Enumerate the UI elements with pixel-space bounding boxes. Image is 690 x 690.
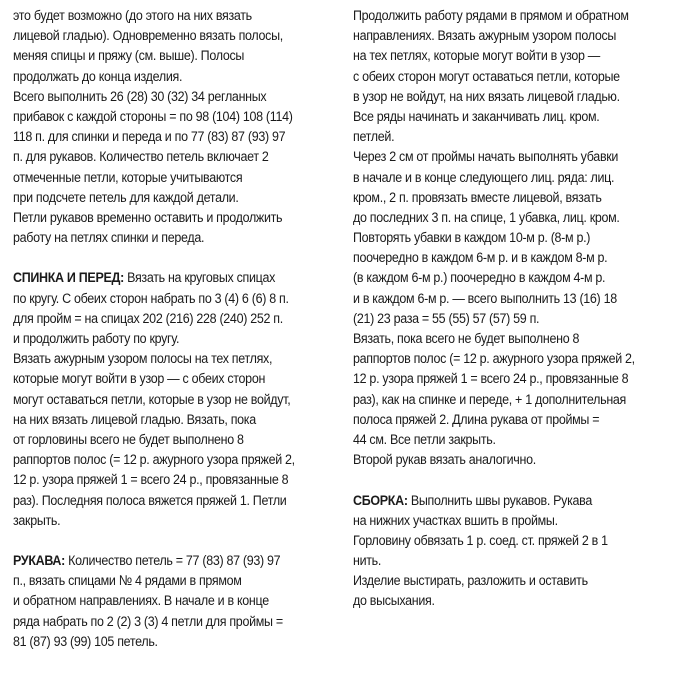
text-line: закрыть. [13,512,61,529]
text-line: ряда набрать по 2 (2) 3 (3) 4 петли для проймы = [13,613,283,630]
sleeves-section [13,551,343,652]
text-line: 12 р. узора пряжей 1 = всего 24 р., провязанные 8 [13,472,289,489]
section-first-line-text: Выполнить швы рукавов. Рукава [407,492,592,509]
text-line: Изделие выстирать, разложить и оставить [353,573,588,590]
text-line: Через 2 см от проймы начать выполнять убавки [353,149,619,166]
intro-paragraph [13,6,343,248]
section-heading-assembly: СБОРКА: [353,492,408,509]
text-line: Повторять убавки в каждом 10-м р. (8-м р.) [353,230,591,247]
text-line: на нижних участках вшить в проймы. [353,512,558,529]
text-line: Все ряды начинать и заканчивать лиц. кром. [353,108,600,125]
section-first-line-text: Количество петель = 77 (83) 87 (93) 97 [64,553,281,570]
sleeve-continuation [353,6,683,470]
text-line: по кругу. С обеих сторон набрать по 3 (4) 6 (6) 8 п. [13,290,289,307]
section-first-line [353,491,683,511]
right-column [353,6,683,612]
text-line: на них вязать лицевой гладью. Вязать, пока [13,411,256,428]
left-column [13,6,343,652]
text-line: Вязать ажурным узором полосы на тех петлях, [13,351,273,368]
text-line: в узор не войдут, на них вязать лицевой гладью. [353,88,620,105]
text-line: 118 п. для спинки и переда и по 77 (83) 87 (93) 97 [13,129,286,146]
text-line: раппортов полос (= 12 р. ажурного узора пряжей 2, [13,452,295,469]
text-line: это будет возможно (до этого на них вязать [13,8,252,24]
text-line: и продолжить работу по кругу. [13,331,180,347]
text-line: петлей. [353,129,395,146]
section-spacer [353,470,683,490]
text-line: на тех петлях, которые могут войти в узор — [353,48,600,65]
text-line: раз), как на спинке и переде, + 1 дополнительная [353,391,626,408]
text-line: для пройм = на спицах 202 (216) 228 (240) 252 п. [13,310,283,327]
text-line: нить. [353,553,382,570]
text-line: Горловину обвязать 1 р. соед. ст. пряжей 2 в 1 [353,532,608,549]
text-line: до последних 3 п. на спице, 1 убавка, лиц. кром. [353,209,620,226]
text-line: отмеченные петли, которые учитываются [13,169,243,186]
text-line: от горловины всего не будет выполнено 8 [13,431,244,448]
text-line: могут оставаться петли, которые в узор не войдут, [13,391,291,408]
text-line: 12 р. узора пряжей 1 = всего 24 р., провязанные 8 [353,371,629,388]
text-line: прибавок с каждой стороны = по 98 (104) 108 (114) [13,108,293,125]
text-line: лицевой гладью). Одновременно вязать полосы, [13,28,283,45]
text-line: и в каждом 6-м р. — всего выполнить 13 (16) 18 [353,290,617,307]
text-line: полоса пряжей 2. Длина рукава от проймы = [353,411,600,428]
section-heading-back-front: СПИНКА И ПЕРЕД: [13,270,124,287]
section-first-line [13,268,343,288]
text-line: п., вязать спицами № 4 рядами в прямом [13,573,242,590]
text-line: работу на петлях спинки и переда. [13,230,205,247]
text-line: 44 см. Все петли закрыть. [353,431,496,448]
assembly-section [353,491,683,612]
text-line: поочередно в каждом 6-м р. и в каждом 8-м р. [353,250,608,267]
text-line: 81 (87) 93 (99) 105 петель. [13,633,158,650]
text-line: Петли рукавов временно оставить и продолжить [13,209,283,226]
section-first-line [13,551,343,571]
text-line: (в каждом 6-м р.) поочередно в каждом 4-м р. [353,270,606,287]
section-spacer [13,531,343,551]
text-line: продолжать до конца изделия. [13,68,183,85]
text-line: и обратном направлениях. В начале и в конце [13,593,269,610]
text-line: (21) 23 раза = 55 (55) 57 (57) 59 п. [353,310,540,327]
text-line: направлениях. Вязать ажурным узором полосы [353,28,617,45]
back-front-section [13,268,343,530]
text-line: Вязать, пока всего не будет выполнено 8 [353,331,580,347]
section-heading-sleeves: РУКАВА: [13,553,65,570]
text-line: которые могут войти в узор — с обеих сторон [13,371,266,388]
text-line: раз). Последняя полоса вяжется пряжей 1. Петли [13,492,287,509]
section-spacer [13,248,343,268]
text-line: п. для рукавов. Количество петель включает 2 [13,149,269,166]
text-line: с обеих сторон могут оставаться петли, которые [353,68,620,85]
text-line: Второй рукав вязать аналогично. [353,452,536,469]
text-line: кром., 2 п. провязать вместе лицевой, вязать [353,189,602,206]
text-line: до высыхания. [353,593,435,610]
text-line: в начале и в конце следующего лиц. ряда: лиц. [353,169,615,186]
section-first-line-text: Вязать на круговых спицах [123,270,276,287]
text-line: меняя спицы и пряжу (см. выше). Полосы [13,48,245,65]
text-line: Всего выполнить 26 (28) 30 (32) 34 регланных [13,88,267,105]
text-line: раппортов полос (= 12 р. ажурного узора пряжей 2, [353,351,635,368]
text-line: при подсчете петель для каждой детали. [13,189,239,206]
text-line: Продолжить работу рядами в прямом и обратном [353,8,629,24]
